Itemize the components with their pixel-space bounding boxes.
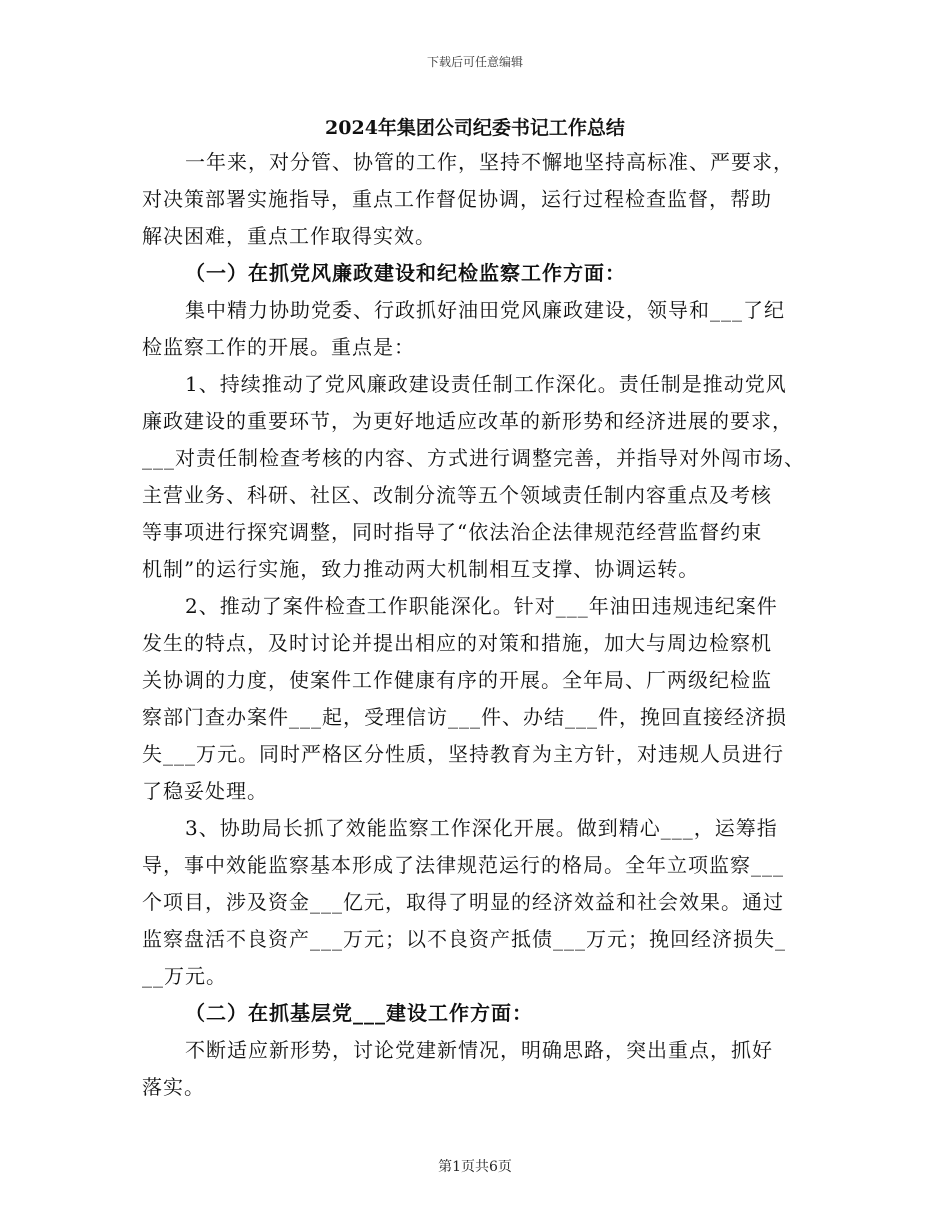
paragraph-line: 关协调的力度，使案件工作健康有序的开展。全年局、厂两级纪检监 bbox=[142, 668, 772, 692]
paragraph-line: ___对责任制检查考核的内容、方式进行调整完善，并指导对外闯市场、 bbox=[142, 446, 805, 470]
paragraph-line: __万元。 bbox=[142, 964, 227, 988]
paragraph-line: 一年来，对分管、协管的工作，坚持不懈地坚持高标准、严要求， bbox=[185, 150, 794, 174]
paragraph-line: 监察盘活不良资产___万元；以不良资产抵债___万元；挽回经济损失_ bbox=[142, 927, 786, 951]
paragraph-line: 解决困难，重点工作取得实效。 bbox=[142, 224, 436, 248]
document-body bbox=[142, 144, 817, 1106]
paragraph-line: 发生的特点，及时讨论并提出相应的对策和措施，加大与周边检察机 bbox=[142, 631, 772, 655]
page-number-footer: 第1页共6页 bbox=[438, 1159, 512, 1175]
paragraph-line: 落实。 bbox=[142, 1075, 205, 1099]
document-title: 2024年集团公司纪委书记工作总结 bbox=[325, 117, 625, 139]
paragraph-line: 主营业务、科研、社区、改制分流等五个领域责任制内容重点及考核 bbox=[142, 483, 772, 507]
paragraph-line: 廉政建设的重要环节，为更好地适应改革的新形势和经济进展的要求， bbox=[142, 409, 793, 433]
paragraph-line: 3、协助局长抓了效能监察工作深化开展。做到精心___，运筹指 bbox=[185, 816, 778, 840]
paragraph-line: 检监察工作的开展。重点是： bbox=[142, 335, 415, 359]
paragraph-line: 对决策部署实施指导，重点工作督促协调，运行过程检查监督，帮助 bbox=[142, 187, 772, 211]
paragraph-line: 机制”的运行实施，致力推动两大机制相互支撑、协调运转。 bbox=[142, 557, 700, 581]
paragraph-line: 个项目，涉及资金___亿元，取得了明显的经济效益和社会效果。通过 bbox=[142, 890, 784, 914]
paragraph-line: 不断适应新形势，讨论党建新情况，明确思路，突出重点，抓好 bbox=[185, 1038, 773, 1062]
paragraph-line: 了稳妥处理。 bbox=[142, 779, 268, 803]
paragraph-line: 失___万元。同时严格区分性质，坚持教育为主方针，对违规人员进行 bbox=[142, 742, 784, 766]
paragraph-line: 导，事中效能监察基本形成了法律规范运行的格局。全年立项监察___ bbox=[142, 853, 784, 877]
paragraph-line: 1、持续推动了党风廉政建设责任制工作深化。责任制是推动党风 bbox=[185, 372, 787, 396]
header-note: 下载后可任意编辑 bbox=[426, 55, 523, 69]
paragraph-line: 等事项进行探究调整，同时指导了“依法治企法律规范经营监督约束 bbox=[142, 520, 763, 544]
section-heading: （二）在抓基层党___建设工作方面： bbox=[185, 1001, 533, 1025]
section-heading: （一）在抓党风廉政建设和纪检监察工作方面： bbox=[185, 261, 626, 285]
paragraph-line: 察部门查办案件___起，受理信访___件、办结___件，挽回直接经济损 bbox=[142, 705, 787, 729]
paragraph-line: 2、推动了案件检查工作职能深化。针对___年油田违规违纪案件 bbox=[185, 594, 778, 618]
paragraph-line: 集中精力协助党委、行政抓好油田党风廉政建设，领导和___了纪 bbox=[185, 298, 785, 322]
